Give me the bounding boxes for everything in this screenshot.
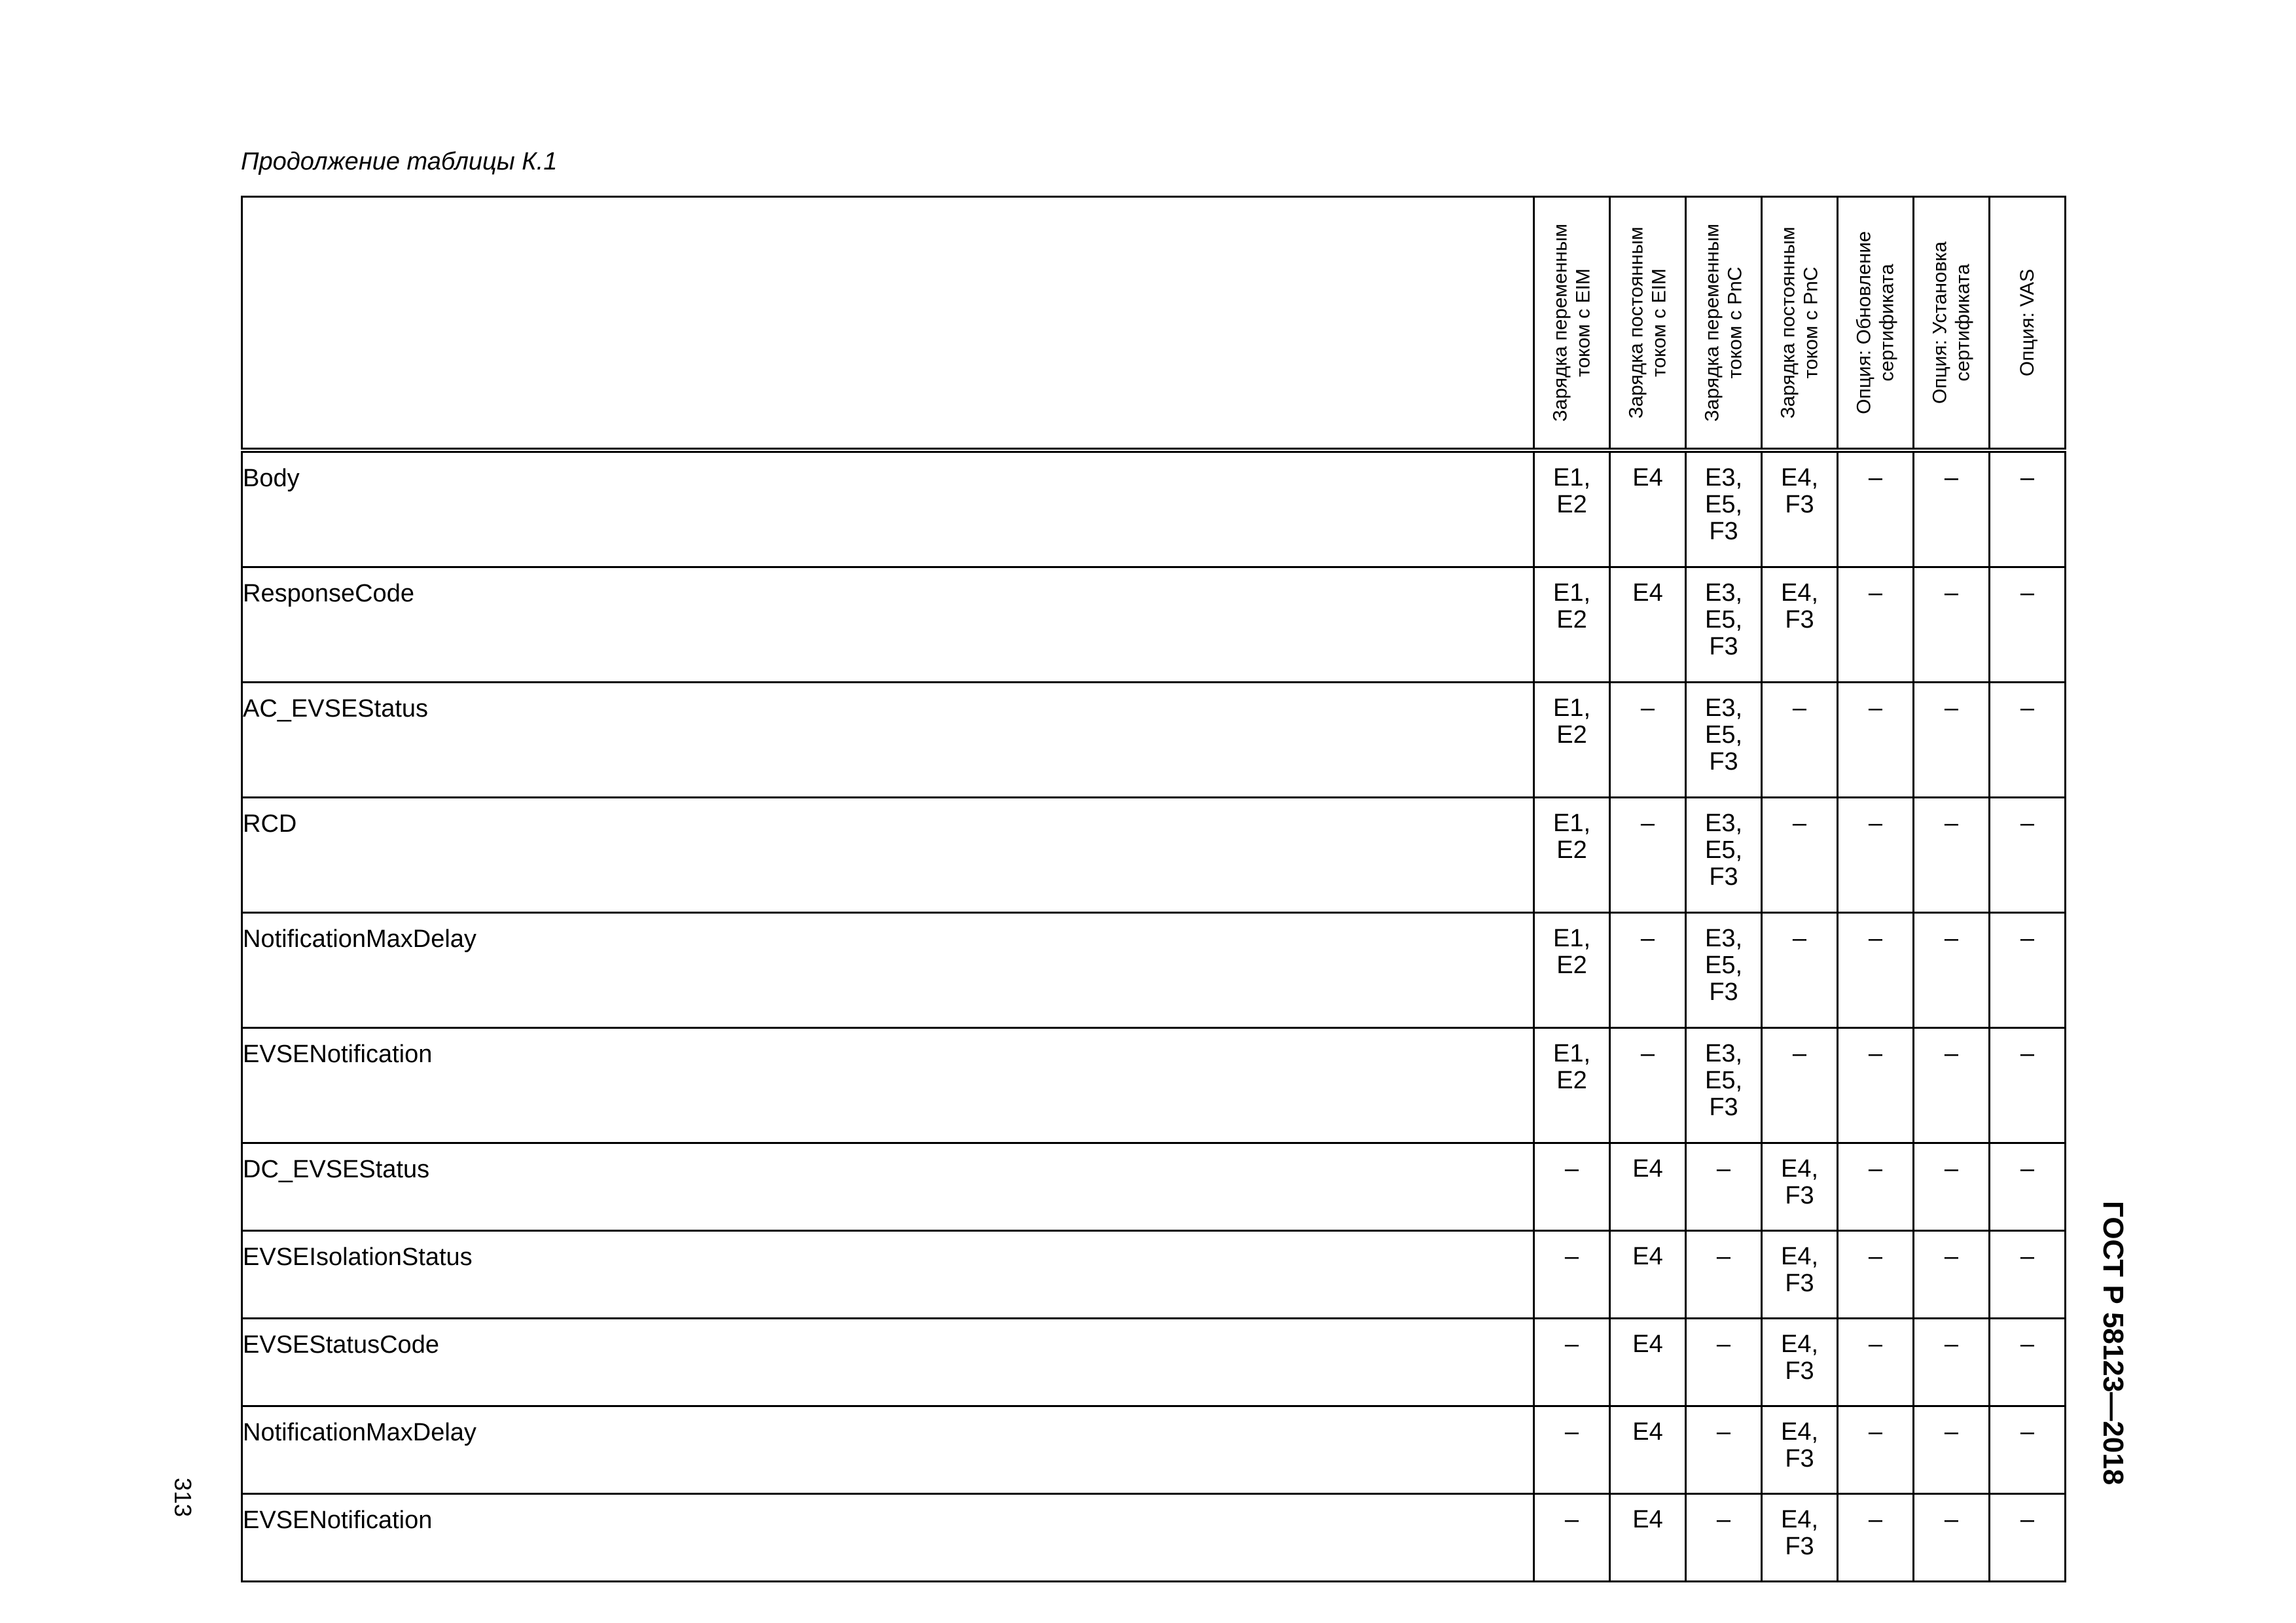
row-value-cell: E3, E5, F3 xyxy=(1686,798,1762,913)
row-value-cell: – xyxy=(1914,683,1990,798)
row-value-cell: E4 xyxy=(1610,1406,1686,1494)
row-value-cell: – xyxy=(1838,567,1914,683)
row-value-cell: – xyxy=(1990,798,2066,913)
row-value-cell: E1, E2 xyxy=(1534,1028,1610,1143)
row-value-cell: – xyxy=(1914,1319,1990,1406)
row-value-cell: E4 xyxy=(1610,1319,1686,1406)
row-value-cell: – xyxy=(1838,1028,1914,1143)
row-value-cell: E4 xyxy=(1610,567,1686,683)
row-value-cell: E4, F3 xyxy=(1762,1143,1838,1231)
row-value-cell: – xyxy=(1990,913,2066,1028)
row-value-cell: – xyxy=(1990,1406,2066,1494)
row-value-cell: E4 xyxy=(1610,1231,1686,1319)
row-element-name: RCD xyxy=(242,798,1534,913)
row-element-name: DC_EVSEStatus xyxy=(242,1143,1534,1231)
column-header xyxy=(1762,197,1838,451)
column-header-label: Опция: VAS xyxy=(2016,268,2038,377)
table-header-row xyxy=(242,197,2066,451)
row-value-cell: – xyxy=(1610,798,1686,913)
row-element-name: EVSEStatusCode xyxy=(242,1319,1534,1406)
row-value-cell: E3, E5, F3 xyxy=(1686,683,1762,798)
row-value-cell: – xyxy=(1838,683,1914,798)
row-value-cell: – xyxy=(1838,798,1914,913)
row-element-name: NotificationMaxDelay xyxy=(242,913,1534,1028)
row-element-name: EVSEIsolationStatus xyxy=(242,1231,1534,1319)
row-value-cell: E3, E5, F3 xyxy=(1686,450,1762,567)
column-header-label: Зарядка переменным током с EIM xyxy=(1549,223,1594,422)
page-number: 313 xyxy=(170,1478,196,1518)
row-value-cell: E1, E2 xyxy=(1534,683,1610,798)
row-value-cell: – xyxy=(1990,567,2066,683)
row-value-cell: – xyxy=(1534,1494,1610,1582)
row-value-cell: – xyxy=(1990,1494,2066,1582)
row-value-cell: – xyxy=(1534,1231,1610,1319)
table-body xyxy=(242,450,2066,1582)
row-value-cell: – xyxy=(1914,798,1990,913)
row-value-cell: E4, F3 xyxy=(1762,1319,1838,1406)
table-caption: Продолжение таблицы К.1 xyxy=(241,148,558,175)
row-element-name: NotificationMaxDelay xyxy=(242,1406,1534,1494)
row-value-cell: – xyxy=(1762,1028,1838,1143)
column-header xyxy=(1686,197,1762,451)
row-value-cell: – xyxy=(1838,450,1914,567)
row-value-cell: – xyxy=(1610,683,1686,798)
row-element-name: EVSENotification xyxy=(242,1028,1534,1143)
table-row xyxy=(242,683,2066,798)
row-value-cell: E4 xyxy=(1610,1143,1686,1231)
table-row xyxy=(242,1028,2066,1143)
row-value-cell: – xyxy=(1838,1494,1914,1582)
row-value-cell: – xyxy=(1686,1406,1762,1494)
row-value-cell: – xyxy=(1838,1231,1914,1319)
row-value-cell: – xyxy=(1838,1143,1914,1231)
row-value-cell: E4, F3 xyxy=(1762,1406,1838,1494)
row-value-cell: E3, E5, F3 xyxy=(1686,567,1762,683)
row-value-cell: – xyxy=(1534,1319,1610,1406)
table-row xyxy=(242,913,2066,1028)
row-value-cell: – xyxy=(1914,1028,1990,1143)
row-element-name: AC_EVSEStatus xyxy=(242,683,1534,798)
row-value-cell: – xyxy=(1838,913,1914,1028)
row-value-cell: – xyxy=(1914,567,1990,683)
row-value-cell: – xyxy=(1990,450,2066,567)
column-header-label: Зарядка постоянным током с PnC xyxy=(1777,226,1821,419)
row-value-cell: E3, E5, F3 xyxy=(1686,913,1762,1028)
row-value-cell: – xyxy=(1534,1406,1610,1494)
row-value-cell: – xyxy=(1762,913,1838,1028)
row-value-cell: E4, F3 xyxy=(1762,567,1838,683)
row-value-cell: E1, E2 xyxy=(1534,567,1610,683)
row-element-name: EVSENotification xyxy=(242,1494,1534,1582)
row-value-cell: – xyxy=(1914,1231,1990,1319)
column-header-label: Опция: Установка сертификата xyxy=(1929,241,1973,404)
row-value-cell: – xyxy=(1914,1406,1990,1494)
row-value-cell: E4 xyxy=(1610,450,1686,567)
row-value-cell: E1, E2 xyxy=(1534,913,1610,1028)
row-value-cell: E1, E2 xyxy=(1534,450,1610,567)
document-code: ГОСТ Р 58123—2018 xyxy=(2097,1201,2129,1486)
row-value-cell: E4, F3 xyxy=(1762,450,1838,567)
row-value-cell: – xyxy=(1838,1319,1914,1406)
table-row xyxy=(242,567,2066,683)
row-value-cell: E3, E5, F3 xyxy=(1686,1028,1762,1143)
row-value-cell: – xyxy=(1914,913,1990,1028)
row-value-cell: – xyxy=(1914,1143,1990,1231)
row-value-cell: – xyxy=(1686,1494,1762,1582)
row-value-cell: E4 xyxy=(1610,1494,1686,1582)
row-value-cell: – xyxy=(1686,1143,1762,1231)
table-row xyxy=(242,798,2066,913)
column-header xyxy=(1914,197,1990,451)
table-row xyxy=(242,1494,2066,1582)
column-header xyxy=(1534,197,1610,451)
column-header-label: Зарядка переменным током с PnC xyxy=(1701,223,1746,422)
row-value-cell: E4, F3 xyxy=(1762,1494,1838,1582)
requirements-table xyxy=(241,196,2066,1582)
row-value-cell: – xyxy=(1686,1319,1762,1406)
column-header-label: Зарядка постоянным током с EIM xyxy=(1625,226,1670,419)
row-element-name: ResponseCode xyxy=(242,567,1534,683)
column-header xyxy=(1990,197,2066,451)
row-value-cell: – xyxy=(1990,1028,2066,1143)
column-header-label: Опция: Обновление сертификата xyxy=(1853,231,1897,414)
row-value-cell: – xyxy=(1990,1319,2066,1406)
row-value-cell: – xyxy=(1762,798,1838,913)
row-value-cell: E1, E2 xyxy=(1534,798,1610,913)
row-value-cell: – xyxy=(1762,683,1838,798)
table-row xyxy=(242,1319,2066,1406)
row-element-name: Body xyxy=(242,450,1534,567)
row-value-cell: – xyxy=(1686,1231,1762,1319)
row-value-cell: – xyxy=(1990,683,2066,798)
row-value-cell: – xyxy=(1990,1143,2066,1231)
table-row xyxy=(242,1406,2066,1494)
row-value-cell: – xyxy=(1990,1231,2066,1319)
row-value-cell: – xyxy=(1914,1494,1990,1582)
table-row xyxy=(242,450,2066,567)
row-value-cell: E4, F3 xyxy=(1762,1231,1838,1319)
header-blank-cell xyxy=(242,197,1534,451)
row-value-cell: – xyxy=(1534,1143,1610,1231)
column-header xyxy=(1610,197,1686,451)
row-value-cell: – xyxy=(1610,913,1686,1028)
row-value-cell: – xyxy=(1610,1028,1686,1143)
column-header xyxy=(1838,197,1914,451)
table-row xyxy=(242,1143,2066,1231)
row-value-cell: – xyxy=(1914,450,1990,567)
table-row xyxy=(242,1231,2066,1319)
row-value-cell: – xyxy=(1838,1406,1914,1494)
